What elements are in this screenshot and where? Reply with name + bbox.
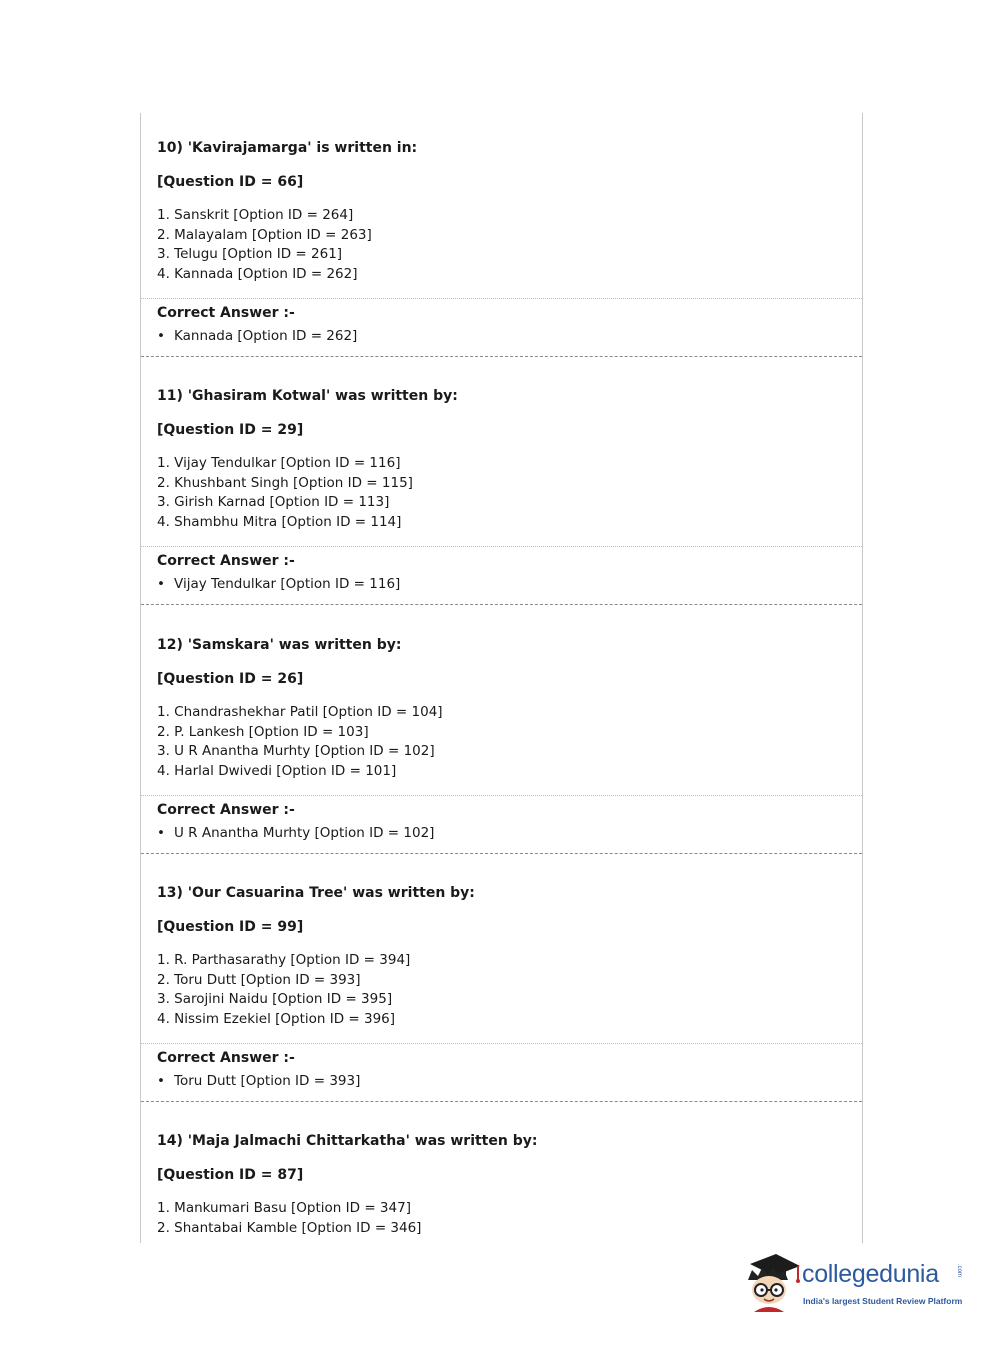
question-divider — [141, 1101, 862, 1102]
options-list — [157, 454, 413, 532]
collegedunia-logo — [742, 1250, 972, 1320]
option-item: 2. Malayalam [Option ID = 263] — [157, 226, 372, 243]
correct-answer-label: Correct Answer :- — [157, 1050, 295, 1066]
options-list — [157, 1199, 421, 1238]
option-item: 3. Telugu [Option ID = 261] — [157, 246, 343, 263]
correct-answer-text: U R Anantha Murhty [Option ID = 102] — [174, 825, 435, 841]
logo-domain-suffix: .com — [956, 1264, 962, 1278]
option-item: 2. Shantabai Kamble [Option ID = 346] — [157, 1219, 422, 1236]
option-item: 4. Kannada [Option ID = 262] — [157, 265, 358, 282]
option-item: 1. Vijay Tendulkar [Option ID = 116] — [157, 455, 401, 471]
bullet-icon: • — [157, 328, 165, 344]
correct-answer — [157, 1073, 360, 1089]
question-paper-sheet — [140, 113, 863, 1243]
option-item: 3. U R Anantha Murhty [Option ID = 102] — [157, 743, 435, 760]
bullet-icon: • — [157, 576, 165, 592]
graduate-mascot-icon — [742, 1250, 802, 1312]
question-title: 14) 'Maja Jalmachi Chittarkatha' was written by: — [157, 1133, 538, 1149]
option-item: 3. Sarojini Naidu [Option ID = 395] — [157, 991, 393, 1008]
bullet-icon: • — [157, 825, 165, 841]
question-id: [Question ID = 29] — [157, 422, 304, 438]
correct-answer-label: Correct Answer :- — [157, 305, 295, 321]
correct-answer — [157, 576, 400, 592]
option-item: 4. Harlal Dwivedi [Option ID = 101] — [157, 762, 397, 779]
question-title: 11) 'Ghasiram Kotwal' was written by: — [157, 388, 458, 404]
question-divider — [141, 604, 862, 605]
options-list — [157, 703, 443, 781]
section-divider — [141, 298, 862, 299]
option-item: 1. Chandrashekhar Patil [Option ID = 104] — [157, 704, 443, 720]
question-divider — [141, 356, 862, 357]
option-item: 4. Nissim Ezekiel [Option ID = 396] — [157, 1010, 396, 1027]
correct-answer — [157, 328, 357, 344]
correct-answer-text: Vijay Tendulkar [Option ID = 116] — [174, 576, 401, 592]
question-title: 12) 'Samskara' was written by: — [157, 637, 402, 653]
option-item: 4. Shambhu Mitra [Option ID = 114] — [157, 513, 402, 530]
option-item: 1. Mankumari Basu [Option ID = 347] — [157, 1200, 411, 1216]
section-divider — [141, 1043, 862, 1044]
option-item: 1. Sanskrit [Option ID = 264] — [157, 207, 354, 223]
logo-tagline: India's largest Student Review Platform — [803, 1296, 963, 1306]
option-item: 2. P. Lankesh [Option ID = 103] — [157, 723, 369, 740]
option-item: 2. Toru Dutt [Option ID = 393] — [157, 971, 361, 988]
option-item: 3. Girish Karnad [Option ID = 113] — [157, 494, 390, 511]
logo-wordmark: collegedunia — [802, 1260, 939, 1288]
question-title: 13) 'Our Casuarina Tree' was written by: — [157, 885, 475, 901]
question-title: 10) 'Kavirajamarga' is written in: — [157, 140, 418, 156]
correct-answer-label: Correct Answer :- — [157, 802, 295, 818]
options-list — [157, 951, 410, 1029]
correct-answer-text: Kannada [Option ID = 262] — [174, 328, 358, 344]
correct-answer-label: Correct Answer :- — [157, 553, 295, 569]
option-item: 2. Khushbant Singh [Option ID = 115] — [157, 474, 413, 491]
question-id: [Question ID = 66] — [157, 174, 304, 190]
question-id: [Question ID = 99] — [157, 919, 304, 935]
bullet-icon: • — [157, 1073, 165, 1089]
correct-answer-text: Toru Dutt [Option ID = 393] — [174, 1073, 361, 1089]
question-id: [Question ID = 87] — [157, 1167, 304, 1183]
section-divider — [141, 795, 862, 796]
correct-answer — [157, 825, 434, 841]
options-list — [157, 206, 372, 284]
question-id: [Question ID = 26] — [157, 671, 304, 687]
section-divider — [141, 546, 862, 547]
question-divider — [141, 853, 862, 854]
option-item: 1. R. Parthasarathy [Option ID = 394] — [157, 952, 411, 968]
